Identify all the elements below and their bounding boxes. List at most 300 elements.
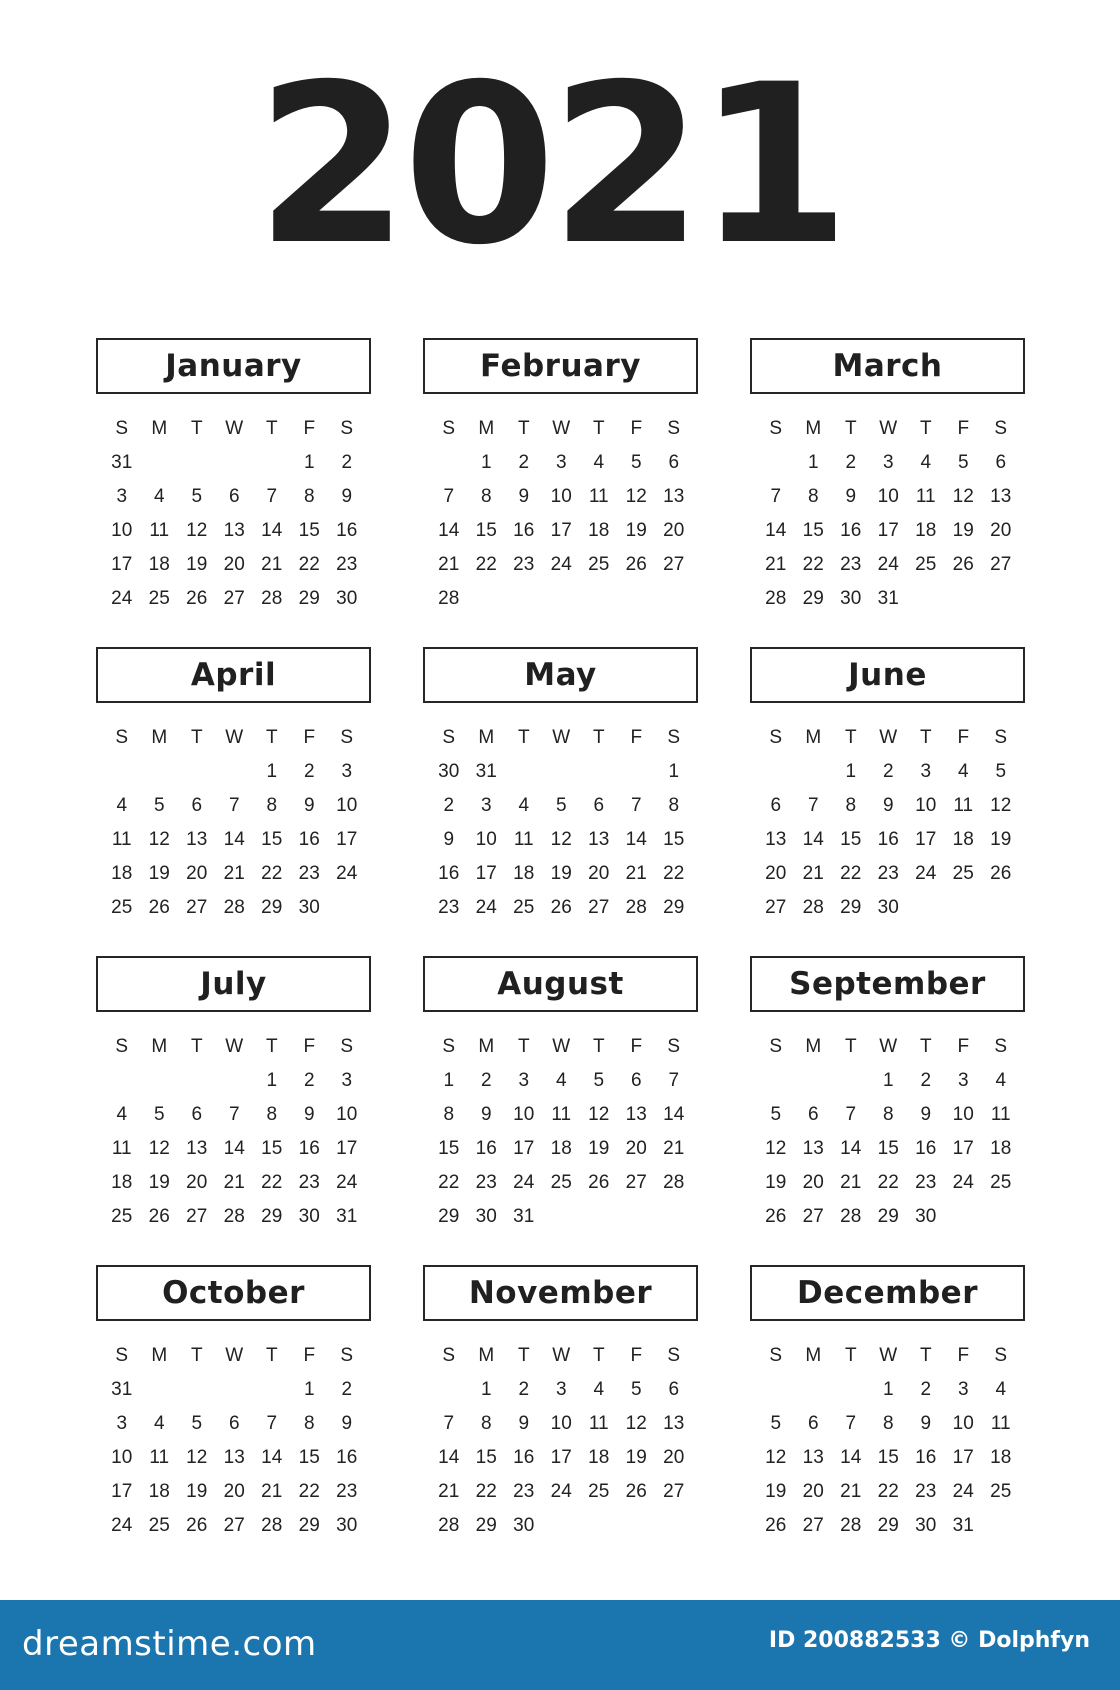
day-cell: 15: [475, 1447, 497, 1468]
day-cell: 23: [298, 863, 320, 884]
month-november: [423, 1265, 698, 1574]
day-cell: 11: [915, 486, 936, 507]
day-cell: 19: [952, 520, 974, 541]
day-cell: [945, 891, 983, 925]
day-cell: [832, 1373, 870, 1407]
day-cell: 2: [341, 1379, 353, 1400]
weekday-header: S: [667, 1345, 681, 1366]
weekday-header: T: [919, 418, 932, 439]
day-cell: [618, 1509, 656, 1543]
day-cell: 11: [111, 1138, 132, 1159]
weekday-header: S: [667, 727, 681, 748]
day-cell: 4: [593, 1379, 605, 1400]
day-cell: 11: [953, 795, 974, 816]
day-cell: 1: [303, 1379, 315, 1400]
day-cell: 21: [438, 1481, 460, 1502]
day-cell: 3: [116, 486, 128, 507]
weekday-header: S: [667, 1036, 681, 1057]
day-cell: 14: [438, 520, 460, 541]
day-cell: 18: [513, 863, 535, 884]
day-cell: 13: [802, 1138, 824, 1159]
weekday-header: F: [303, 1036, 316, 1057]
day-grid: [423, 412, 698, 616]
weekday-header: F: [303, 418, 316, 439]
day-grid: [96, 1030, 371, 1234]
day-cell: 8: [303, 486, 315, 507]
day-grid: [96, 412, 371, 616]
day-cell: 24: [952, 1172, 974, 1193]
weekday-header: S: [442, 727, 456, 748]
day-cell: 5: [153, 795, 165, 816]
day-cell: 23: [336, 1481, 358, 1502]
weekday-header: T: [517, 727, 530, 748]
day-cell: 3: [480, 795, 492, 816]
day-cell: 17: [111, 554, 133, 575]
day-cell: 28: [765, 588, 787, 609]
day-cell: 9: [882, 795, 894, 816]
day-cell: 17: [877, 520, 899, 541]
weekday-header: W: [225, 418, 244, 439]
weekday-header: T: [190, 1345, 203, 1366]
day-cell: 10: [336, 1104, 358, 1125]
day-cell: 26: [625, 554, 647, 575]
weekday-header: T: [844, 418, 857, 439]
day-cell: 4: [153, 486, 165, 507]
day-cell: 21: [802, 863, 824, 884]
day-cell: 6: [228, 486, 240, 507]
day-cell: [543, 1509, 581, 1543]
day-cell: 28: [438, 588, 460, 609]
day-cell: 23: [915, 1172, 937, 1193]
day-cell: 27: [186, 1206, 208, 1227]
day-cell: [757, 446, 795, 480]
day-cell: 1: [480, 1379, 492, 1400]
weekday-header: W: [879, 1345, 898, 1366]
day-cell: 26: [186, 588, 208, 609]
day-cell: 15: [663, 829, 685, 850]
day-cell: 23: [840, 554, 862, 575]
day-cell: [141, 755, 179, 789]
day-cell: 27: [186, 897, 208, 918]
day-cell: 22: [475, 1481, 497, 1502]
weekday-header: F: [630, 727, 643, 748]
day-cell: 23: [513, 554, 535, 575]
day-cell: 29: [298, 588, 320, 609]
day-cell: 5: [153, 1104, 165, 1125]
day-cell: 7: [443, 486, 455, 507]
month-september: [750, 956, 1025, 1265]
weekday-header: F: [630, 1036, 643, 1057]
day-cell: 31: [952, 1515, 974, 1536]
day-cell: 12: [588, 1104, 610, 1125]
day-cell: 3: [518, 1070, 530, 1091]
day-cell: 24: [550, 554, 572, 575]
month-december: [750, 1265, 1025, 1574]
day-cell: 16: [877, 829, 899, 850]
day-cell: 10: [915, 795, 937, 816]
month-title: March: [750, 338, 1025, 394]
day-cell: [907, 582, 945, 616]
weekday-header: F: [957, 418, 970, 439]
day-cell: 8: [668, 795, 680, 816]
day-cell: 18: [148, 554, 170, 575]
day-cell: 29: [475, 1515, 497, 1536]
day-cell: 2: [882, 761, 894, 782]
weekday-header: S: [340, 418, 354, 439]
day-cell: 11: [551, 1104, 572, 1125]
day-cell: 8: [480, 1413, 492, 1434]
month-may: [423, 647, 698, 956]
day-cell: 25: [915, 554, 937, 575]
day-cell: [141, 446, 179, 480]
month-title: April: [96, 647, 371, 703]
day-cell: 9: [303, 1104, 315, 1125]
day-grid: [423, 1339, 698, 1543]
day-cell: 23: [298, 1172, 320, 1193]
day-cell: 24: [111, 588, 133, 609]
day-cell: 26: [952, 554, 974, 575]
day-cell: 31: [475, 761, 497, 782]
day-cell: 17: [952, 1447, 974, 1468]
day-cell: 12: [765, 1447, 787, 1468]
day-cell: 17: [336, 829, 358, 850]
weekday-header: M: [151, 1036, 168, 1057]
day-cell: 31: [111, 1379, 133, 1400]
day-cell: 25: [990, 1481, 1012, 1502]
month-january: [96, 338, 371, 647]
day-cell: [982, 1509, 1020, 1543]
day-cell: 6: [630, 1070, 642, 1091]
day-cell: [907, 891, 945, 925]
day-cell: 27: [765, 897, 787, 918]
day-cell: 9: [303, 795, 315, 816]
day-cell: 18: [915, 520, 937, 541]
day-cell: 4: [593, 452, 605, 473]
day-cell: [580, 1200, 618, 1234]
day-cell: 21: [765, 554, 787, 575]
day-cell: 2: [443, 795, 455, 816]
day-cell: 22: [261, 1172, 283, 1193]
day-cell: 16: [915, 1138, 937, 1159]
weekday-header: W: [225, 1345, 244, 1366]
day-cell: 6: [668, 1379, 680, 1400]
day-cell: [580, 582, 618, 616]
day-cell: 28: [625, 897, 647, 918]
weekday-header: F: [957, 1345, 970, 1366]
day-cell: 1: [266, 1070, 278, 1091]
day-cell: 25: [111, 897, 133, 918]
day-cell: 6: [668, 452, 680, 473]
day-grid: [750, 721, 1025, 925]
day-cell: 21: [261, 1481, 283, 1502]
day-cell: 7: [266, 486, 278, 507]
day-cell: 14: [261, 520, 283, 541]
day-cell: 22: [475, 554, 497, 575]
day-cell: 19: [186, 554, 208, 575]
day-cell: 10: [877, 486, 899, 507]
day-cell: [757, 1064, 795, 1098]
day-cell: 22: [840, 863, 862, 884]
weekday-header: M: [805, 727, 822, 748]
month-title: August: [423, 956, 698, 1012]
day-cell: 10: [550, 486, 572, 507]
day-cell: 17: [513, 1138, 535, 1159]
day-cell: 10: [111, 1447, 133, 1468]
day-cell: 23: [915, 1481, 937, 1502]
day-cell: 5: [995, 761, 1007, 782]
day-cell: 26: [625, 1481, 647, 1502]
month-june: [750, 647, 1025, 956]
day-cell: 3: [341, 761, 353, 782]
day-cell: 21: [223, 1172, 245, 1193]
day-cell: 16: [298, 829, 320, 850]
day-cell: 6: [228, 1413, 240, 1434]
day-cell: 7: [770, 486, 782, 507]
day-cell: 15: [877, 1447, 899, 1468]
day-cell: 6: [191, 1104, 203, 1125]
day-cell: 2: [303, 1070, 315, 1091]
day-cell: [945, 582, 983, 616]
day-cell: 16: [438, 863, 460, 884]
weekday-header: T: [592, 727, 605, 748]
month-title: October: [96, 1265, 371, 1321]
day-cell: 31: [513, 1206, 535, 1227]
day-cell: 17: [550, 520, 572, 541]
day-cell: [328, 891, 366, 925]
day-cell: 1: [443, 1070, 455, 1091]
weekday-header: S: [994, 1345, 1008, 1366]
day-cell: 3: [555, 1379, 567, 1400]
day-cell: 26: [765, 1515, 787, 1536]
day-cell: 21: [438, 554, 460, 575]
day-cell: 30: [438, 761, 460, 782]
day-cell: 9: [920, 1104, 932, 1125]
weekday-header: W: [552, 727, 571, 748]
day-cell: 29: [298, 1515, 320, 1536]
weekday-header: M: [151, 418, 168, 439]
day-cell: 29: [438, 1206, 460, 1227]
day-cell: 13: [625, 1104, 647, 1125]
day-cell: 5: [191, 1413, 203, 1434]
day-cell: 28: [438, 1515, 460, 1536]
day-cell: 1: [882, 1070, 894, 1091]
weekday-header: T: [265, 727, 278, 748]
day-cell: 2: [518, 452, 530, 473]
day-cell: 7: [266, 1413, 278, 1434]
day-cell: 2: [303, 761, 315, 782]
day-cell: [178, 755, 216, 789]
weekday-header: M: [805, 1036, 822, 1057]
day-cell: [618, 1200, 656, 1234]
month-title: January: [96, 338, 371, 394]
day-cell: 19: [148, 863, 170, 884]
day-cell: [178, 446, 216, 480]
day-cell: 4: [995, 1070, 1007, 1091]
day-grid: [750, 1339, 1025, 1543]
day-grid: [423, 721, 698, 925]
day-cell: 28: [663, 1172, 685, 1193]
day-cell: 25: [990, 1172, 1012, 1193]
day-cell: 28: [223, 1206, 245, 1227]
day-cell: 21: [840, 1481, 862, 1502]
weekday-header: S: [340, 1345, 354, 1366]
day-cell: 19: [990, 829, 1012, 850]
day-cell: 19: [765, 1481, 787, 1502]
weekday-header: S: [442, 1345, 456, 1366]
weekday-header: T: [265, 1345, 278, 1366]
weekday-header: S: [442, 418, 456, 439]
day-cell: 9: [518, 486, 530, 507]
day-cell: [655, 582, 693, 616]
day-cell: 27: [223, 1515, 245, 1536]
day-cell: [178, 1373, 216, 1407]
weekday-header: S: [340, 727, 354, 748]
day-cell: [216, 755, 254, 789]
day-cell: 22: [663, 863, 685, 884]
day-cell: 26: [765, 1206, 787, 1227]
day-cell: 14: [223, 829, 245, 850]
weekday-header: T: [265, 1036, 278, 1057]
day-cell: 25: [550, 1172, 572, 1193]
image-credit: ID 200882533 © Dolphfyn: [768, 1628, 1090, 1653]
weekday-header: W: [879, 727, 898, 748]
day-cell: 17: [336, 1138, 358, 1159]
weekday-header: T: [265, 418, 278, 439]
month-april: [96, 647, 371, 956]
day-cell: 3: [882, 452, 894, 473]
day-cell: 12: [550, 829, 572, 850]
day-cell: 11: [111, 829, 132, 850]
day-cell: 22: [438, 1172, 460, 1193]
day-cell: 30: [915, 1515, 937, 1536]
weekday-header: S: [769, 1345, 783, 1366]
day-cell: 5: [555, 795, 567, 816]
weekday-header: M: [478, 418, 495, 439]
day-cell: 16: [513, 1447, 535, 1468]
day-cell: 7: [630, 795, 642, 816]
day-grid: [96, 1339, 371, 1543]
day-cell: 15: [298, 520, 320, 541]
day-cell: 6: [593, 795, 605, 816]
day-cell: [178, 1064, 216, 1098]
weekday-header: W: [879, 418, 898, 439]
day-cell: [141, 1373, 179, 1407]
day-cell: 16: [336, 1447, 358, 1468]
day-cell: [832, 1064, 870, 1098]
day-cell: [795, 1064, 833, 1098]
day-cell: 22: [261, 863, 283, 884]
weekday-header: M: [151, 1345, 168, 1366]
day-cell: [216, 1064, 254, 1098]
day-cell: 8: [807, 486, 819, 507]
day-cell: 13: [663, 486, 685, 507]
day-cell: 30: [336, 1515, 358, 1536]
day-cell: 14: [840, 1138, 862, 1159]
day-cell: 4: [957, 761, 969, 782]
month-july: [96, 956, 371, 1265]
day-cell: 12: [148, 829, 170, 850]
weekday-header: T: [844, 727, 857, 748]
day-cell: 19: [625, 1447, 647, 1468]
brand-logo-text: dreamstime.com: [22, 1624, 317, 1664]
day-cell: 25: [148, 588, 170, 609]
day-cell: 6: [191, 795, 203, 816]
day-cell: [103, 755, 141, 789]
day-cell: 26: [148, 1206, 170, 1227]
day-cell: 17: [915, 829, 937, 850]
day-cell: 14: [261, 1447, 283, 1468]
weekday-header: W: [552, 418, 571, 439]
day-cell: 31: [111, 452, 133, 473]
day-cell: 13: [802, 1447, 824, 1468]
day-cell: 17: [475, 863, 497, 884]
weekday-header: T: [517, 418, 530, 439]
day-grid: [750, 412, 1025, 616]
day-cell: 3: [957, 1379, 969, 1400]
weekday-header: T: [919, 1036, 932, 1057]
day-cell: 18: [111, 863, 133, 884]
day-cell: [655, 1200, 693, 1234]
weekday-header: F: [957, 727, 970, 748]
day-cell: 30: [298, 1206, 320, 1227]
day-cell: [795, 1373, 833, 1407]
day-cell: 9: [518, 1413, 530, 1434]
month-august: [423, 956, 698, 1265]
day-cell: 11: [588, 1413, 609, 1434]
day-cell: [103, 1064, 141, 1098]
day-cell: 24: [877, 554, 899, 575]
day-cell: 10: [513, 1104, 535, 1125]
day-cell: 27: [802, 1206, 824, 1227]
day-cell: 2: [341, 452, 353, 473]
day-cell: 11: [149, 520, 170, 541]
day-cell: [543, 582, 581, 616]
day-cell: 1: [480, 452, 492, 473]
day-cell: [543, 1200, 581, 1234]
day-cell: 8: [443, 1104, 455, 1125]
day-cell: 18: [952, 829, 974, 850]
weekday-header: M: [151, 727, 168, 748]
day-cell: 26: [990, 863, 1012, 884]
day-cell: [216, 446, 254, 480]
weekday-header: F: [630, 1345, 643, 1366]
day-cell: 16: [298, 1138, 320, 1159]
day-cell: 4: [518, 795, 530, 816]
day-cell: 26: [588, 1172, 610, 1193]
day-cell: 19: [588, 1138, 610, 1159]
day-cell: 2: [518, 1379, 530, 1400]
day-cell: 28: [840, 1206, 862, 1227]
day-cell: 12: [186, 520, 208, 541]
weekday-header: S: [769, 418, 783, 439]
day-cell: 28: [261, 588, 283, 609]
day-cell: 11: [149, 1447, 170, 1468]
day-cell: 21: [840, 1172, 862, 1193]
day-cell: 1: [266, 761, 278, 782]
day-cell: 8: [845, 795, 857, 816]
month-title: November: [423, 1265, 698, 1321]
day-cell: 13: [223, 1447, 245, 1468]
day-cell: [505, 755, 543, 789]
day-cell: 8: [882, 1413, 894, 1434]
weekday-header: T: [517, 1345, 530, 1366]
day-cell: 16: [915, 1447, 937, 1468]
day-cell: 20: [186, 1172, 208, 1193]
day-cell: 20: [223, 554, 245, 575]
day-cell: 9: [341, 1413, 353, 1434]
day-cell: 24: [915, 863, 937, 884]
watermark-footer: [0, 1600, 1120, 1690]
